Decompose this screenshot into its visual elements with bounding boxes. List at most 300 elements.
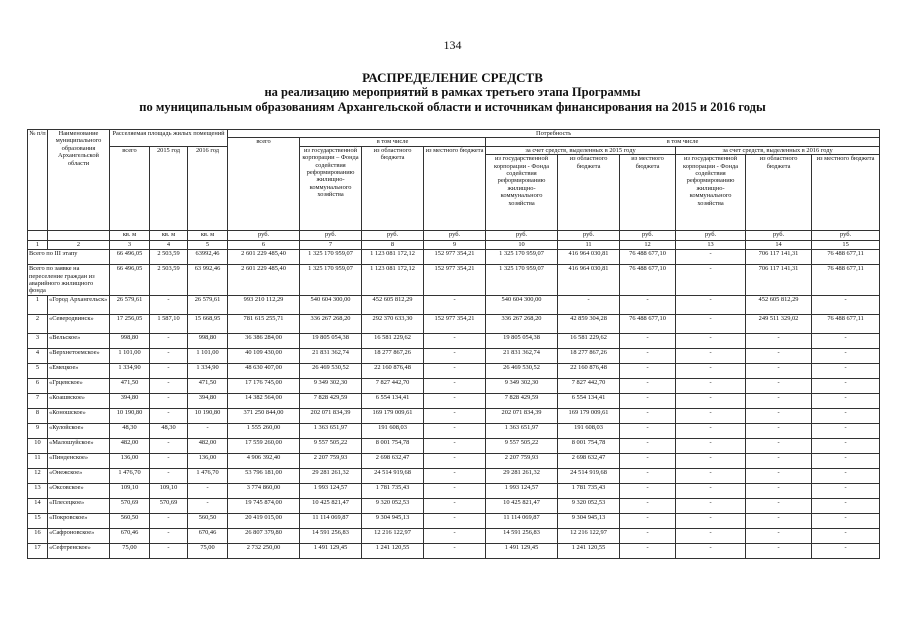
value-cell: - — [812, 513, 880, 528]
value-cell: 1 781 735,43 — [558, 483, 620, 498]
value-cell: 202 071 834,39 — [300, 408, 362, 423]
value-cell: 471,50 — [110, 378, 150, 393]
value-cell: - — [676, 483, 746, 498]
value-cell: - — [812, 528, 880, 543]
value-cell: - — [620, 393, 676, 408]
value-cell: 76 488 677,11 — [812, 250, 880, 265]
value-cell: 292 370 633,30 — [362, 314, 424, 333]
value-cell: 471,50 — [188, 378, 228, 393]
value-cell: - — [424, 483, 486, 498]
value-cell: - — [188, 498, 228, 513]
value-cell: 36 386 284,00 — [228, 333, 300, 348]
value-cell: 1 123 081 172,12 — [362, 265, 424, 296]
value-cell: 17 256,05 — [110, 314, 150, 333]
value-cell: - — [746, 423, 812, 438]
value-cell: 76 488 677,10 — [620, 265, 676, 296]
value-cell: 3 774 860,00 — [228, 483, 300, 498]
header-need-total: всего — [228, 138, 300, 231]
municipality-name: «Город Архангельск» — [48, 295, 110, 314]
value-cell: - — [746, 453, 812, 468]
value-cell: - — [188, 423, 228, 438]
value-cell: 18 277 867,26 — [362, 348, 424, 363]
value-cell: - — [150, 453, 188, 468]
value-cell: - — [676, 333, 746, 348]
unit-cell: кв. м — [188, 231, 228, 241]
table-row — [28, 453, 880, 468]
value-cell: 1 101,00 — [110, 348, 150, 363]
column-number-cell: 6 — [228, 241, 300, 250]
value-cell: - — [812, 348, 880, 363]
value-cell: 11 114 069,87 — [486, 513, 558, 528]
value-cell: 136,00 — [110, 453, 150, 468]
header-regional-2015: из областного бюджета — [558, 155, 620, 231]
value-cell: - — [746, 408, 812, 423]
value-cell: 63992,46 — [188, 250, 228, 265]
value-cell: - — [150, 408, 188, 423]
header-col-number: № п/п — [28, 130, 48, 231]
value-cell: - — [620, 513, 676, 528]
value-cell: 24 514 919,68 — [558, 468, 620, 483]
table-row — [28, 498, 880, 513]
column-number-cell: 15 — [812, 241, 880, 250]
row-label: Всего по III этапу — [28, 250, 110, 265]
table-row — [28, 408, 880, 423]
value-cell: 136,00 — [188, 453, 228, 468]
value-cell: - — [620, 348, 676, 363]
value-cell: 76 488 677,10 — [620, 250, 676, 265]
header-local-2016: из местного бюджета — [812, 155, 880, 231]
value-cell: - — [620, 423, 676, 438]
row-number: 13 — [28, 483, 48, 498]
value-cell: 670,46 — [110, 528, 150, 543]
page-number: 134 — [443, 38, 462, 52]
value-cell: - — [676, 468, 746, 483]
value-cell: 6 554 134,41 — [558, 393, 620, 408]
value-cell: 781 615 255,71 — [228, 314, 300, 333]
value-cell: - — [150, 363, 188, 378]
unit-cell: руб. — [746, 231, 812, 241]
table-row — [28, 333, 880, 348]
value-cell: - — [746, 393, 812, 408]
value-cell: 40 109 430,00 — [228, 348, 300, 363]
value-cell: 1 587,10 — [150, 314, 188, 333]
value-cell: 7 828 429,59 — [300, 393, 362, 408]
value-cell: 9 304 945,13 — [558, 513, 620, 528]
value-cell: 14 591 256,83 — [300, 528, 362, 543]
municipality-name: «Сефтренское» — [48, 543, 110, 558]
header-group-area: Расселяемая площадь жилых помещений — [110, 130, 228, 147]
value-cell: - — [150, 468, 188, 483]
value-cell: - — [620, 363, 676, 378]
row-number: 14 — [28, 498, 48, 513]
value-cell: - — [676, 423, 746, 438]
municipality-name: «Плесецкое» — [48, 498, 110, 513]
value-cell: - — [150, 348, 188, 363]
value-cell: - — [812, 543, 880, 558]
value-cell: 394,80 — [110, 393, 150, 408]
value-cell: 20 419 015,00 — [228, 513, 300, 528]
value-cell: 19 805 054,38 — [486, 333, 558, 348]
value-cell: 416 964 030,81 — [558, 250, 620, 265]
value-cell: 12 216 122,97 — [362, 528, 424, 543]
value-cell: - — [150, 295, 188, 314]
value-cell: 1 993 124,57 — [300, 483, 362, 498]
value-cell: 560,50 — [188, 513, 228, 528]
row-number: 11 — [28, 453, 48, 468]
value-cell: 452 605 812,29 — [362, 295, 424, 314]
value-cell: 2 207 759,93 — [486, 453, 558, 468]
value-cell: - — [676, 498, 746, 513]
value-cell: 482,00 — [110, 438, 150, 453]
value-cell: 1 325 170 959,07 — [300, 265, 362, 296]
value-cell: - — [746, 513, 812, 528]
value-cell: 53 796 181,00 — [228, 468, 300, 483]
table-body — [28, 130, 880, 559]
table-row — [28, 378, 880, 393]
header-fund: из государственной корпорации – Фонда содействия реформированию жилищно-коммунального хозяйства — [300, 146, 362, 230]
value-cell: - — [424, 513, 486, 528]
unit-cell: руб. — [812, 231, 880, 241]
value-cell: - — [150, 333, 188, 348]
value-cell: 48,30 — [110, 423, 150, 438]
value-cell: - — [424, 468, 486, 483]
municipality-name: «Сафроновское» — [48, 528, 110, 543]
value-cell: - — [150, 378, 188, 393]
value-cell: 26 469 530,52 — [486, 363, 558, 378]
table-row — [28, 265, 880, 296]
value-cell: - — [746, 348, 812, 363]
value-cell: - — [676, 348, 746, 363]
value-cell: 29 281 261,32 — [486, 468, 558, 483]
table-row — [28, 528, 880, 543]
value-cell: 1 476,70 — [188, 468, 228, 483]
value-cell: - — [746, 438, 812, 453]
value-cell: 7 827 442,70 — [362, 378, 424, 393]
value-cell: 26 579,61 — [188, 295, 228, 314]
value-cell: - — [676, 393, 746, 408]
value-cell: - — [746, 483, 812, 498]
municipality-name: «Кулойское» — [48, 423, 110, 438]
value-cell: - — [620, 438, 676, 453]
value-cell: 48 630 407,00 — [228, 363, 300, 378]
value-cell: 1 123 081 172,12 — [362, 250, 424, 265]
value-cell: - — [676, 265, 746, 296]
table-row — [28, 393, 880, 408]
value-cell: 1 555 260,00 — [228, 423, 300, 438]
unit-cell: руб. — [228, 231, 300, 241]
value-cell: - — [424, 438, 486, 453]
value-cell: - — [812, 333, 880, 348]
column-number-cell: 7 — [300, 241, 362, 250]
value-cell: - — [676, 438, 746, 453]
column-number-cell: 1 — [28, 241, 48, 250]
header-area-total: всего — [110, 146, 150, 230]
row-number: 8 — [28, 408, 48, 423]
value-cell: 63 992,46 — [188, 265, 228, 296]
value-cell: - — [812, 483, 880, 498]
column-number-cell: 5 — [188, 241, 228, 250]
value-cell: 2 601 229 485,40 — [228, 265, 300, 296]
units-row — [28, 231, 880, 241]
value-cell: 998,80 — [188, 333, 228, 348]
value-cell: - — [746, 543, 812, 558]
value-cell: - — [676, 378, 746, 393]
value-cell: - — [424, 453, 486, 468]
value-cell: 9 557 505,22 — [300, 438, 362, 453]
value-cell: 66 496,05 — [110, 265, 150, 296]
unit-cell — [28, 231, 48, 241]
value-cell: 2 207 759,93 — [300, 453, 362, 468]
value-cell: 191 608,03 — [362, 423, 424, 438]
unit-cell: руб. — [300, 231, 362, 241]
value-cell: - — [620, 378, 676, 393]
table-row — [28, 483, 880, 498]
value-cell: - — [424, 498, 486, 513]
value-cell: 9 320 052,53 — [362, 498, 424, 513]
municipality-name: «Пинденское» — [48, 453, 110, 468]
value-cell: 191 608,03 — [558, 423, 620, 438]
header-local-2015: из местного бюджета — [620, 155, 676, 231]
value-cell: 1 363 651,97 — [486, 423, 558, 438]
value-cell: - — [812, 408, 880, 423]
value-cell: - — [188, 483, 228, 498]
value-cell: 26 579,61 — [110, 295, 150, 314]
column-number-cell: 2 — [48, 241, 110, 250]
value-cell: 560,50 — [110, 513, 150, 528]
column-number-cell: 3 — [110, 241, 150, 250]
value-cell: 9 349 302,30 — [300, 378, 362, 393]
value-cell: - — [424, 393, 486, 408]
row-number: 15 — [28, 513, 48, 528]
header-incl-2: в том числе — [486, 138, 880, 146]
value-cell: 998,80 — [110, 333, 150, 348]
column-number-cell: 12 — [620, 241, 676, 250]
value-cell: 26 469 530,52 — [300, 363, 362, 378]
value-cell: 371 250 844,00 — [228, 408, 300, 423]
table-row — [28, 423, 880, 438]
header-area-2016: 2016 год — [188, 146, 228, 230]
value-cell: - — [150, 438, 188, 453]
column-number-cell: 14 — [746, 241, 812, 250]
row-number: 6 — [28, 378, 48, 393]
value-cell: - — [812, 393, 880, 408]
value-cell: 7 828 429,59 — [486, 393, 558, 408]
value-cell: - — [620, 498, 676, 513]
value-cell: - — [676, 453, 746, 468]
value-cell: - — [424, 295, 486, 314]
municipality-name: «Северодвинск» — [48, 314, 110, 333]
value-cell: 19 745 874,00 — [228, 498, 300, 513]
value-cell: - — [676, 528, 746, 543]
header-local: из местного бюджета — [424, 146, 486, 230]
municipality-name: «Онежское» — [48, 468, 110, 483]
title-line-3: по муниципальным образованиям Архангельской области и источникам финансирования на 2015 и 2016 годы — [139, 100, 766, 114]
value-cell: 12 216 122,97 — [558, 528, 620, 543]
unit-cell: кв. м — [110, 231, 150, 241]
row-label: Всего по заявке на переселение граждан из аварийного жилищного фонда — [28, 265, 110, 296]
value-cell: 1 363 651,97 — [300, 423, 362, 438]
value-cell: - — [620, 483, 676, 498]
value-cell: - — [424, 423, 486, 438]
row-number: 7 — [28, 393, 48, 408]
value-cell: - — [424, 378, 486, 393]
value-cell: - — [150, 513, 188, 528]
value-cell: - — [424, 348, 486, 363]
value-cell: - — [746, 528, 812, 543]
value-cell: 22 160 876,48 — [362, 363, 424, 378]
value-cell: 2 732 250,00 — [228, 543, 300, 558]
value-cell: - — [676, 295, 746, 314]
header-fund-2016: из государственной корпорации - Фонда содействия реформированию жилищно-коммунального хозяйства — [676, 155, 746, 231]
value-cell: 1 325 170 959,07 — [300, 250, 362, 265]
row-number: 17 — [28, 543, 48, 558]
title-line-1: РАСПРЕДЕЛЕНИЕ СРЕДСТВ — [362, 70, 543, 85]
header-area-2015: 2015 год — [150, 146, 188, 230]
value-cell: 1 241 120,55 — [558, 543, 620, 558]
value-cell: - — [812, 453, 880, 468]
value-cell: - — [812, 423, 880, 438]
value-cell: - — [812, 378, 880, 393]
row-number: 12 — [28, 468, 48, 483]
unit-cell: руб. — [676, 231, 746, 241]
value-cell: - — [812, 468, 880, 483]
value-cell: 482,00 — [188, 438, 228, 453]
column-number-cell: 10 — [486, 241, 558, 250]
value-cell: 2 698 632,47 — [558, 453, 620, 468]
municipality-name: «Коашвское» — [48, 393, 110, 408]
value-cell: 1 781 735,43 — [362, 483, 424, 498]
header-regional-2016: из областного бюджета — [746, 155, 812, 231]
municipality-name: «Верхнетоемское» — [48, 348, 110, 363]
value-cell: 1 476,70 — [110, 468, 150, 483]
value-cell: 7 827 442,70 — [558, 378, 620, 393]
value-cell: 17 559 260,00 — [228, 438, 300, 453]
header-group-need: Потребность — [228, 130, 880, 138]
row-number: 2 — [28, 314, 48, 333]
value-cell: - — [812, 498, 880, 513]
header-col-municipality: Наименование муниципального образования Архангельской области — [48, 130, 110, 231]
distribution-table — [27, 129, 880, 559]
value-cell: - — [620, 468, 676, 483]
value-cell: 9 304 945,13 — [362, 513, 424, 528]
value-cell: 76 488 677,11 — [812, 265, 880, 296]
value-cell: 1 491 129,45 — [486, 543, 558, 558]
value-cell: 1 491 129,45 — [300, 543, 362, 558]
municipality-name: «Емецкое» — [48, 363, 110, 378]
municipality-name: «Коношское» — [48, 408, 110, 423]
value-cell: 2 601 229 485,40 — [228, 250, 300, 265]
table-row — [28, 513, 880, 528]
value-cell: 1 993 124,57 — [486, 483, 558, 498]
table-row — [28, 543, 880, 558]
value-cell: - — [424, 333, 486, 348]
value-cell: 48,30 — [150, 423, 188, 438]
value-cell: 1 325 170 959,07 — [486, 265, 558, 296]
header-by-2015: за счет средств, выделенных в 2015 году — [486, 146, 676, 154]
value-cell: - — [676, 408, 746, 423]
value-cell: 152 977 354,21 — [424, 250, 486, 265]
value-cell: 706 117 141,31 — [746, 250, 812, 265]
value-cell: 169 179 009,61 — [558, 408, 620, 423]
value-cell: - — [746, 333, 812, 348]
value-cell: - — [150, 543, 188, 558]
value-cell: 670,46 — [188, 528, 228, 543]
unit-cell: руб. — [620, 231, 676, 241]
value-cell: 1 334,90 — [110, 363, 150, 378]
value-cell: - — [620, 295, 676, 314]
value-cell: - — [424, 363, 486, 378]
value-cell: 452 605 812,29 — [746, 295, 812, 314]
column-number-cell: 13 — [676, 241, 746, 250]
value-cell: 1 101,00 — [188, 348, 228, 363]
row-number: 10 — [28, 438, 48, 453]
value-cell: 21 831 362,74 — [300, 348, 362, 363]
value-cell: - — [746, 363, 812, 378]
value-cell: - — [150, 393, 188, 408]
column-number-cell: 11 — [558, 241, 620, 250]
value-cell: 1 241 120,55 — [362, 543, 424, 558]
value-cell: 76 488 677,10 — [620, 314, 676, 333]
row-number: 1 — [28, 295, 48, 314]
value-cell: 66 496,05 — [110, 250, 150, 265]
value-cell: - — [812, 295, 880, 314]
municipality-name: «Оксовское» — [48, 483, 110, 498]
municipality-name: «Покровское» — [48, 513, 110, 528]
value-cell: 109,10 — [150, 483, 188, 498]
table-row — [28, 363, 880, 378]
value-cell: - — [746, 378, 812, 393]
title-line-2: на реализацию мероприятий в рамках третьего этапа Программы — [264, 85, 641, 99]
value-cell: 14 591 256,83 — [486, 528, 558, 543]
header-row-1 — [28, 130, 880, 138]
column-number-cell: 8 — [362, 241, 424, 250]
table-row — [28, 468, 880, 483]
value-cell: 16 581 229,62 — [558, 333, 620, 348]
header-incl: в том числе — [300, 138, 486, 146]
value-cell: 169 179 009,61 — [362, 408, 424, 423]
value-cell: 2 503,59 — [150, 250, 188, 265]
row-number: 5 — [28, 363, 48, 378]
unit-cell: руб. — [558, 231, 620, 241]
value-cell: 152 977 354,21 — [424, 314, 486, 333]
value-cell: - — [150, 528, 188, 543]
row-number: 16 — [28, 528, 48, 543]
value-cell: - — [676, 513, 746, 528]
value-cell: 75,00 — [188, 543, 228, 558]
value-cell: - — [558, 295, 620, 314]
value-cell: 993 210 112,29 — [228, 295, 300, 314]
unit-cell: кв. м — [150, 231, 188, 241]
value-cell: 42 859 304,28 — [558, 314, 620, 333]
value-cell: 18 277 867,26 — [558, 348, 620, 363]
value-cell: 10 425 821,47 — [486, 498, 558, 513]
value-cell: - — [620, 408, 676, 423]
value-cell: 394,80 — [188, 393, 228, 408]
table-row — [28, 438, 880, 453]
value-cell: - — [424, 528, 486, 543]
header-fund-2015: из государственной корпорации - Фонда содействия реформированию жилищно-коммунального хозяйства — [486, 155, 558, 231]
value-cell: 2 698 632,47 — [362, 453, 424, 468]
value-cell: 152 977 354,21 — [424, 265, 486, 296]
value-cell: 1 325 170 959,07 — [486, 250, 558, 265]
row-number: 3 — [28, 333, 48, 348]
value-cell: 75,00 — [110, 543, 150, 558]
value-cell: 11 114 069,87 — [300, 513, 362, 528]
unit-cell: руб. — [424, 231, 486, 241]
table-row — [28, 314, 880, 333]
value-cell: - — [620, 528, 676, 543]
value-cell: 76 488 677,11 — [812, 314, 880, 333]
